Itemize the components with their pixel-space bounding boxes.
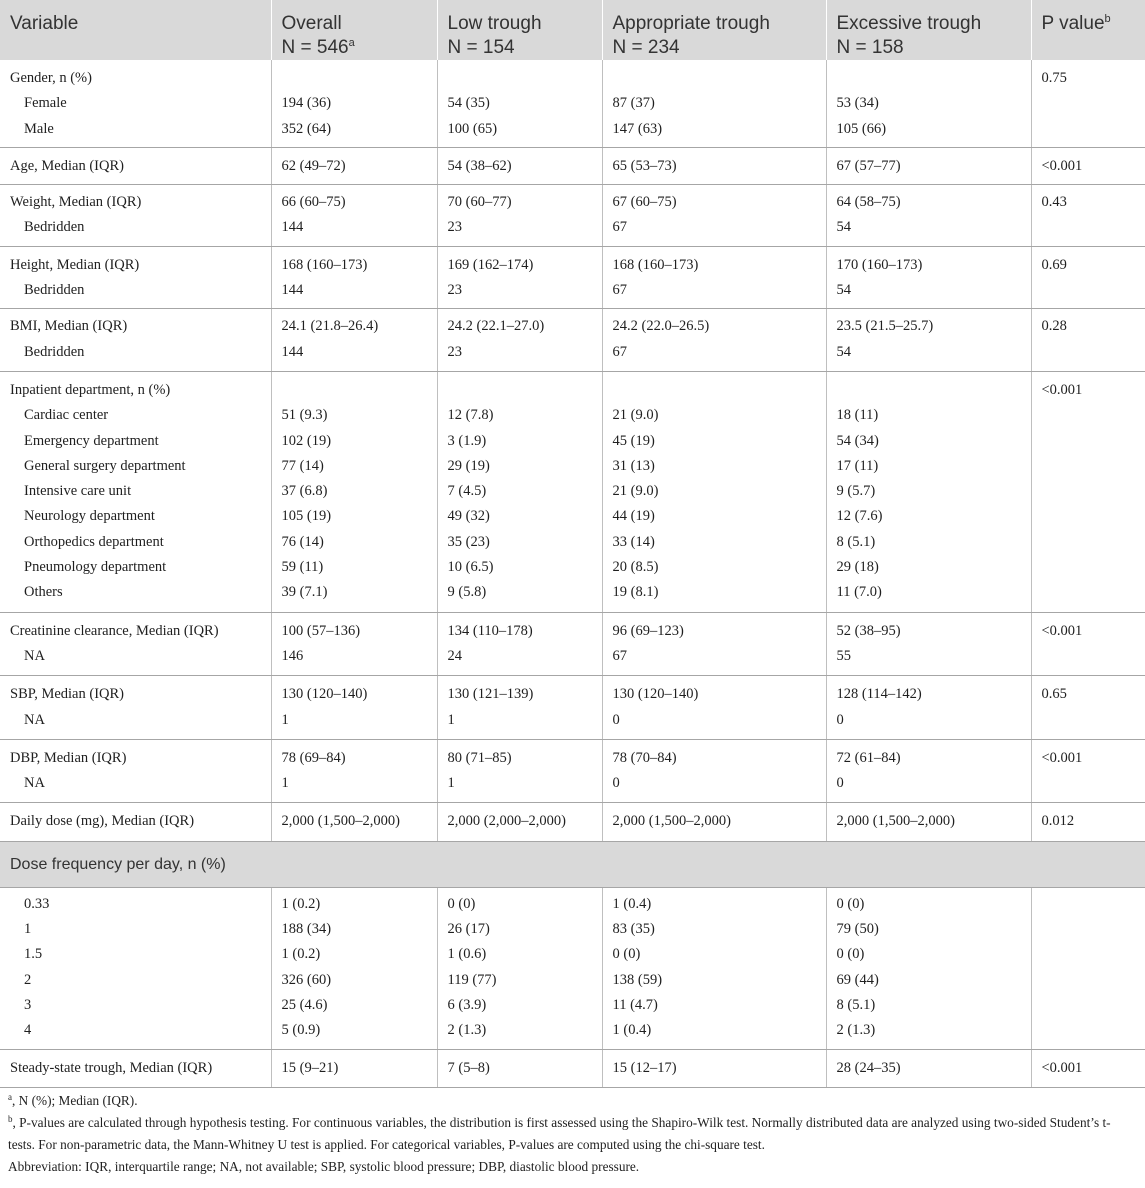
overall-cell (271, 309, 437, 372)
cell-value: 11 (7.0) (836, 584, 882, 601)
cell-value: 31 (13) (612, 457, 655, 474)
cell-value: 6 (3.9) (447, 996, 487, 1013)
row-label: General surgery department (24, 457, 186, 474)
excessive-trough-cell (826, 147, 1031, 184)
cell-value: 20 (8.5) (612, 559, 659, 576)
cell-value: 53 (34) (836, 95, 879, 112)
variable-cell (0, 147, 271, 184)
p-value (1042, 215, 1145, 240)
cell-value: 77 (14) (281, 457, 324, 474)
overall-cell (271, 803, 437, 841)
p-value-cell (1031, 676, 1145, 740)
row-label: NA (24, 711, 45, 728)
cell-value: 87 (37) (612, 95, 655, 112)
cell-value: 2,000 (1,500–2,000) (836, 813, 955, 830)
cell-value: 12 (7.6) (836, 508, 883, 525)
excessive-trough-cell (826, 1049, 1031, 1087)
cell-value: 1 (0.4) (612, 1022, 652, 1039)
low-trough-cell (437, 246, 602, 309)
cell-value: 0 (0) (612, 946, 641, 963)
table-row-group (0, 739, 1145, 803)
low-trough-cell (437, 309, 602, 372)
cell-value: 67 (612, 343, 627, 360)
cell-value: 0 (0) (836, 946, 865, 963)
row-label: Age, Median (IQR) (10, 157, 124, 174)
cell-value: 67 (612, 647, 627, 664)
cell-value: 119 (77) (447, 971, 497, 988)
p-value (1042, 555, 1145, 580)
row-label: 1 (24, 921, 32, 938)
cell-value: 12 (7.8) (447, 407, 494, 424)
cell-value: 54 (35) (447, 95, 490, 112)
variable-cell (0, 309, 271, 372)
cell-value: 1 (0.4) (612, 895, 652, 912)
cell-value: 144 (281, 219, 304, 236)
section-title: Dose frequency per day, n (%) (0, 841, 1145, 887)
overall-cell (271, 1049, 437, 1087)
excessive-trough-cell (826, 371, 1031, 612)
row-label: Intensive care unit (24, 483, 132, 500)
excessive-trough-cell (826, 60, 1031, 147)
table-row-group (0, 246, 1145, 309)
low-trough-cell (437, 60, 602, 147)
footnote-a: $^a$, N (%); Median (IQR). (8, 1091, 138, 1108)
appropriate-trough-cell (602, 739, 826, 803)
p-value: <0.001 (1041, 157, 1083, 174)
table-row-group (0, 60, 1145, 147)
low-trough-cell (437, 147, 602, 184)
p-value (1042, 644, 1145, 669)
cell-value: 105 (66) (836, 120, 887, 137)
cell-value: 1 (447, 711, 455, 728)
row-label: 0.33 (24, 895, 50, 912)
cell-value: 26 (17) (447, 921, 490, 938)
p-value: <0.001 (1041, 381, 1083, 398)
cell-value: 78 (69–84) (281, 749, 346, 766)
cell-value: 144 (281, 282, 304, 299)
row-label: Emergency department (24, 432, 159, 449)
table-row-group (0, 147, 1145, 184)
cell-value: 130 (121–139) (447, 686, 534, 703)
cell-value: 130 (120–140) (281, 686, 368, 703)
cell-value: 2 (1.3) (447, 1022, 487, 1039)
variable-cell (0, 676, 271, 740)
cell-value: 0 (836, 775, 844, 792)
row-label: Male (24, 120, 54, 137)
cell-value: 105 (19) (281, 508, 332, 525)
appropriate-trough-cell (602, 612, 826, 676)
overall-cell (271, 612, 437, 676)
row-label: Weight, Median (IQR) (10, 194, 142, 211)
cell-value: 25 (4.6) (281, 996, 328, 1013)
row-label: NA (24, 775, 45, 792)
excessive-trough-cell (826, 309, 1031, 372)
row-label: 3 (24, 996, 32, 1013)
cell-value: 21 (9.0) (612, 483, 659, 500)
p-value-cell (1031, 887, 1145, 1049)
cell-value: 24 (447, 647, 462, 664)
row-label: Neurology department (24, 508, 155, 525)
cell-value: 44 (19) (612, 508, 655, 525)
table-row-group (0, 309, 1145, 372)
header-excessive-trough: Excessive trough N = 158 (826, 0, 1031, 60)
cell-value: 2,000 (2,000–2,000) (447, 813, 566, 830)
table-row-group (0, 612, 1145, 676)
low-trough-cell (437, 887, 602, 1049)
cell-value: 144 (281, 343, 304, 360)
cell-value (613, 378, 826, 403)
cell-value: 1 (281, 775, 289, 792)
cell-value: 1 (0.2) (281, 895, 321, 912)
row-label: BMI, Median (IQR) (10, 318, 128, 335)
table-row-group (0, 676, 1145, 740)
table-row-group (0, 803, 1145, 841)
p-value (1042, 454, 1145, 479)
cell-value: 147 (63) (612, 120, 663, 137)
low-trough-cell (437, 371, 602, 612)
variable-cell (0, 1049, 271, 1087)
cell-value: 72 (61–84) (836, 749, 901, 766)
p-value-cell (1031, 309, 1145, 372)
appropriate-trough-cell (602, 60, 826, 147)
cell-value: 352 (64) (281, 120, 332, 137)
cell-value: 24.1 (21.8–26.4) (281, 318, 379, 335)
appropriate-trough-cell (602, 676, 826, 740)
cell-value: 62 (49–72) (281, 157, 346, 174)
cell-value: 33 (14) (612, 533, 655, 550)
p-value: <0.001 (1041, 749, 1083, 766)
p-value-cell (1031, 371, 1145, 612)
cell-value (613, 66, 826, 91)
row-label: 1.5 (24, 946, 43, 963)
cell-value: 146 (281, 647, 304, 664)
cell-value: 19 (8.1) (612, 584, 659, 601)
cell-value: 0 (0) (836, 895, 865, 912)
cell-value: 11 (4.7) (612, 996, 658, 1013)
p-value: 0.65 (1041, 686, 1067, 703)
cell-value: 18 (11) (836, 407, 879, 424)
overall-cell (271, 246, 437, 309)
header-low-trough: Low trough N = 154 (437, 0, 602, 60)
cell-value: 15 (9–21) (281, 1059, 339, 1076)
cell-value: 8 (5.1) (836, 996, 876, 1013)
cell-value: 100 (57–136) (281, 622, 361, 639)
cell-value: 96 (69–123) (612, 622, 684, 639)
cell-value: 8 (5.1) (836, 533, 876, 550)
footnote-abbreviation: Abbreviation: IQR, interquartile range; NA, not available; SBP, systolic blood pressure; DBP, diastolic blood pressure. (8, 1158, 640, 1174)
low-trough-cell (437, 612, 602, 676)
cell-value (282, 378, 437, 403)
cell-value (282, 66, 437, 91)
cell-value: 24.2 (22.1–27.0) (447, 318, 545, 335)
cell-value: 52 (38–95) (836, 622, 901, 639)
header-variable: Variable (0, 0, 271, 60)
appropriate-trough-cell (602, 185, 826, 247)
cell-value: 0 (612, 775, 620, 792)
cell-value: 326 (60) (281, 971, 332, 988)
row-label: Female (24, 95, 67, 112)
row-label: Bedridden (24, 343, 85, 360)
cell-value: 67 (57–77) (836, 157, 901, 174)
cell-value: 102 (19) (281, 432, 332, 449)
row-label: DBP, Median (IQR) (10, 749, 127, 766)
table-header (0, 0, 1145, 60)
variable-cell (0, 60, 271, 147)
p-value (1042, 117, 1145, 142)
cell-value: 21 (9.0) (612, 407, 659, 424)
variable-cell (0, 887, 271, 1049)
row-label: SBP, Median (IQR) (10, 686, 124, 703)
cell-value: 5 (0.9) (281, 1022, 321, 1039)
cell-value: 188 (34) (281, 921, 332, 938)
low-trough-cell (437, 185, 602, 247)
appropriate-trough-cell (602, 147, 826, 184)
cell-value: 67 (612, 282, 627, 299)
overall-cell (271, 887, 437, 1049)
cell-value (837, 378, 1031, 403)
p-value-cell (1031, 739, 1145, 803)
cell-value: 59 (11) (281, 559, 324, 576)
p-value: 0.75 (1041, 70, 1067, 86)
footnote-b: $^b$, P-values are calculated through hypothesis testing. For continuous variables, the distribution is first assessed using the Shapiro-Wilk test. Normally distributed data are analyzed using two-sided Student’s t-tests. For non-parametric data, the Mann-Whitney U test is applied. For categorical variables, P-values are computed using the chi-square test. (8, 1113, 1111, 1152)
p-value: 0.69 (1041, 256, 1067, 273)
cell-value: 169 (162–174) (447, 256, 534, 273)
p-value: 0.012 (1041, 813, 1075, 830)
p-value (1042, 580, 1145, 605)
low-trough-cell (437, 1049, 602, 1087)
p-value (1042, 278, 1145, 303)
cell-value: 9 (5.7) (836, 483, 876, 500)
cell-value: 78 (70–84) (612, 749, 677, 766)
cell-value: 65 (53–73) (612, 157, 677, 174)
excessive-trough-cell (826, 185, 1031, 247)
cell-value: 134 (110–178) (447, 622, 533, 639)
table-body (0, 60, 1145, 1087)
low-trough-cell (437, 803, 602, 841)
cell-value: 168 (160–173) (281, 256, 368, 273)
cell-value: 69 (44) (836, 971, 879, 988)
p-value: <0.001 (1041, 622, 1083, 639)
p-value-cell (1031, 1049, 1145, 1087)
cell-value: 54 (836, 282, 851, 299)
p-value-cell (1031, 803, 1145, 841)
row-label: 2 (24, 971, 32, 988)
appropriate-trough-cell (602, 887, 826, 1049)
cell-value: 79 (50) (836, 921, 879, 938)
p-value (1042, 91, 1145, 116)
row-label: Gender, n (%) (10, 70, 92, 86)
p-value (1042, 479, 1145, 504)
cell-value: 194 (36) (281, 95, 332, 112)
variable-cell (0, 739, 271, 803)
p-value (1042, 429, 1145, 454)
cell-value: 37 (6.8) (281, 483, 328, 500)
variable-cell (0, 803, 271, 841)
variable-cell (0, 185, 271, 247)
overall-cell (271, 739, 437, 803)
cell-value: 66 (60–75) (281, 194, 346, 211)
p-value-cell (1031, 612, 1145, 676)
cell-value: 39 (7.1) (281, 584, 328, 601)
low-trough-cell (437, 676, 602, 740)
overall-cell (271, 147, 437, 184)
cell-value: 3 (1.9) (447, 432, 487, 449)
cell-value: 168 (160–173) (612, 256, 699, 273)
header-appropriate-trough: Appropriate trough N = 234 (602, 0, 826, 60)
cell-value: 54 (34) (836, 432, 879, 449)
appropriate-trough-cell (602, 246, 826, 309)
cell-value: 2,000 (1,500–2,000) (612, 813, 731, 830)
row-label: Height, Median (IQR) (10, 256, 140, 273)
p-value (1042, 993, 1145, 1018)
cell-value: 130 (120–140) (612, 686, 699, 703)
cell-value: 7 (4.5) (447, 483, 487, 500)
p-value (1042, 942, 1145, 967)
cell-value: 138 (59) (612, 971, 663, 988)
cell-value: 54 (836, 219, 851, 236)
low-trough-cell (437, 739, 602, 803)
cell-value: 49 (32) (447, 508, 490, 525)
cell-value: 100 (65) (447, 120, 498, 137)
appropriate-trough-cell (602, 803, 826, 841)
cell-value: 80 (71–85) (447, 749, 512, 766)
row-label: NA (24, 647, 45, 664)
row-label: Pneumology department (24, 559, 167, 576)
cell-value: 2 (1.3) (836, 1022, 876, 1039)
cell-value: 51 (9.3) (281, 407, 328, 424)
row-label: Creatinine clearance, Median (IQR) (10, 622, 219, 639)
cell-value: 64 (58–75) (836, 194, 901, 211)
cell-value: 9 (5.8) (447, 584, 487, 601)
cell-value: 170 (160–173) (836, 256, 923, 273)
cell-value: 83 (35) (612, 921, 655, 938)
cell-value: 54 (836, 343, 851, 360)
cell-value: 28 (24–35) (836, 1059, 901, 1076)
section-row (0, 841, 1145, 887)
cell-value (448, 378, 602, 403)
cell-value: 67 (60–75) (612, 194, 677, 211)
table-row-group (0, 185, 1145, 247)
cell-value: 15 (12–17) (612, 1059, 677, 1076)
excessive-trough-cell (826, 803, 1031, 841)
appropriate-trough-cell (602, 309, 826, 372)
header-p-value: P value$^b$ (1031, 0, 1145, 60)
row-label: Others (24, 584, 63, 601)
excessive-trough-cell (826, 739, 1031, 803)
cell-value: 7 (5–8) (447, 1059, 490, 1076)
excessive-trough-cell (826, 676, 1031, 740)
cell-value: 24.2 (22.0–26.5) (612, 318, 710, 335)
row-label: Inpatient department, n (%) (10, 381, 171, 398)
p-value-cell (1031, 147, 1145, 184)
cell-value: 17 (11) (836, 457, 879, 474)
overall-cell (271, 185, 437, 247)
table-row-group (0, 1049, 1145, 1087)
overall-cell (271, 371, 437, 612)
row-label: Bedridden (24, 282, 85, 299)
cell-value (837, 66, 1031, 91)
p-value (1042, 403, 1145, 428)
row-label: Daily dose (mg), Median (IQR) (10, 813, 195, 830)
cell-value: 76 (14) (281, 533, 324, 550)
row-label: Cardiac center (24, 407, 109, 424)
excessive-trough-cell (826, 612, 1031, 676)
cell-value: 35 (23) (447, 533, 490, 550)
cell-value: 1 (447, 775, 455, 792)
header-overall: Overall $N = 546^a$ (271, 0, 437, 60)
p-value-cell (1031, 60, 1145, 147)
p-value (1042, 1018, 1145, 1043)
row-label: 4 (24, 1022, 32, 1039)
excessive-trough-cell (826, 246, 1031, 309)
p-value: 0.43 (1041, 194, 1067, 211)
cell-value: 45 (19) (612, 432, 655, 449)
p-value (1042, 892, 1145, 917)
p-value (1042, 917, 1145, 942)
overall-cell (271, 676, 437, 740)
appropriate-trough-cell (602, 371, 826, 612)
cell-value: 1 (0.6) (447, 946, 487, 963)
appropriate-trough-cell (602, 1049, 826, 1087)
cell-value: 67 (612, 219, 627, 236)
cell-value: 55 (836, 647, 851, 664)
p-value (1042, 530, 1145, 555)
cell-value: 29 (19) (447, 457, 490, 474)
table-footnotes (0, 1088, 1145, 1178)
cell-value: 1 (0.2) (281, 946, 321, 963)
cell-value (448, 66, 602, 91)
p-value (1042, 340, 1145, 365)
p-value: <0.001 (1041, 1059, 1083, 1076)
row-label: Bedridden (24, 219, 85, 236)
cell-value: 1 (281, 711, 289, 728)
cell-value: 10 (6.5) (447, 559, 494, 576)
excessive-trough-cell (826, 887, 1031, 1049)
cell-value: 23.5 (21.5–25.7) (836, 318, 934, 335)
cell-value: 70 (60–77) (447, 194, 512, 211)
overall-cell (271, 60, 437, 147)
p-value-cell (1031, 185, 1145, 247)
cell-value: 0 (0) (447, 895, 476, 912)
p-value (1042, 708, 1145, 733)
cell-value: 54 (38–62) (447, 157, 512, 174)
row-label: Orthopedics department (24, 533, 164, 550)
cell-value: 23 (447, 343, 462, 360)
cell-value: 23 (447, 219, 462, 236)
cell-value: 2,000 (1,500–2,000) (281, 813, 400, 830)
p-value: 0.28 (1041, 318, 1067, 335)
p-value-cell (1031, 246, 1145, 309)
cell-value: 128 (114–142) (836, 686, 922, 703)
cell-value: 0 (612, 711, 620, 728)
p-value (1042, 771, 1145, 796)
variable-cell (0, 612, 271, 676)
table-row-group (0, 887, 1145, 1049)
table-row-group (0, 371, 1145, 612)
cell-value: 23 (447, 282, 462, 299)
variable-cell (0, 371, 271, 612)
cell-value: 29 (18) (836, 559, 879, 576)
row-label: Steady-state trough, Median (IQR) (10, 1059, 213, 1076)
variable-cell (0, 246, 271, 309)
p-value (1042, 504, 1145, 529)
p-value (1042, 968, 1145, 993)
cell-value: 0 (836, 711, 844, 728)
